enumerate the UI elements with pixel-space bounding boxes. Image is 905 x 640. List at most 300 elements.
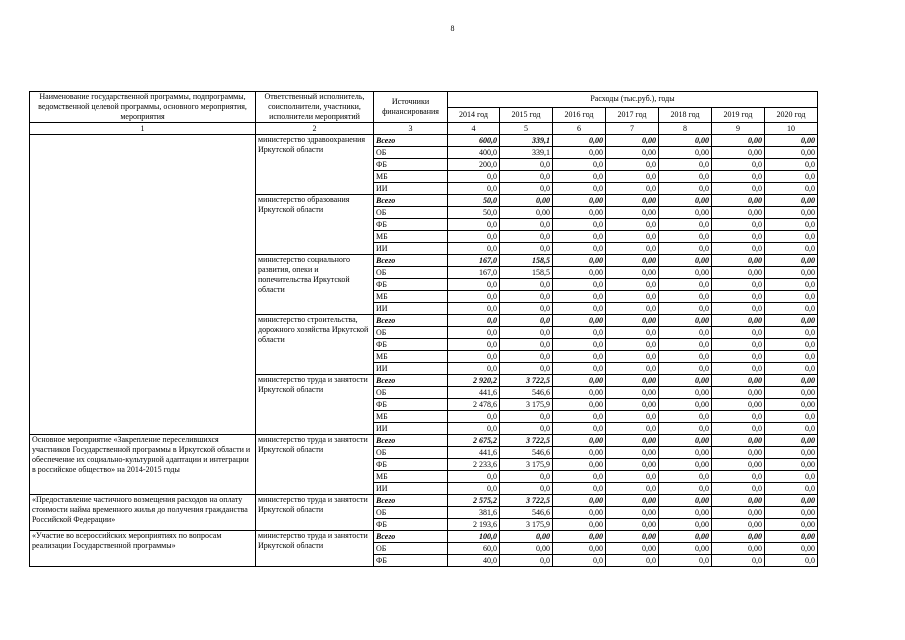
funding-source: ОБ [374,327,448,339]
expense-value: 0,0 [606,471,659,483]
expense-value: 0,0 [500,231,553,243]
expense-value: 0,0 [606,327,659,339]
funding-source: МБ [374,171,448,183]
expense-value: 0,0 [659,291,712,303]
expense-value: 0,0 [765,279,818,291]
expense-value: 0,0 [765,159,818,171]
expense-value: 0,00 [659,135,712,147]
executor-name: министерство социального развития, опеки и попечительства Иркутской области [256,255,374,315]
column-index: 7 [606,123,659,135]
expense-value: 3 722,5 [500,495,553,507]
column-index: 8 [659,123,712,135]
funding-source: Всего [374,195,448,207]
expense-value: 0,0 [712,339,765,351]
expense-value: 0,0 [500,339,553,351]
column-index: 3 [374,123,448,135]
expense-value: 50,0 [448,207,500,219]
expense-value: 0,00 [500,531,553,543]
expense-value: 0,00 [712,531,765,543]
expense-value: 2 675,2 [448,435,500,447]
executor-name: министерство труда и занятости Иркутской области [256,531,374,567]
expense-value: 0,0 [712,303,765,315]
measure-name: «Участие во всероссийских мероприятиях по вопросам реализации Государственной программы» [30,531,256,567]
expense-value: 0,00 [553,399,606,411]
expense-value: 0,0 [553,219,606,231]
funding-source: ФБ [374,555,448,567]
expense-value: 0,00 [659,147,712,159]
expense-value: 0,00 [712,315,765,327]
expense-value: 0,00 [606,147,659,159]
expense-value: 0,00 [712,375,765,387]
expense-value: 0,00 [765,267,818,279]
expense-value: 0,0 [500,471,553,483]
expense-value: 0,00 [765,135,818,147]
expense-value: 0,00 [765,255,818,267]
funding-source: ОБ [374,147,448,159]
expense-value: 0,00 [765,207,818,219]
funding-source: МБ [374,351,448,363]
expense-value: 0,00 [712,267,765,279]
expense-value: 0,00 [606,375,659,387]
funding-source: Всего [374,435,448,447]
column-index: 6 [553,123,606,135]
expense-value: 0,0 [606,159,659,171]
expense-value: 0,0 [659,363,712,375]
column-index: 2 [256,123,374,135]
expense-value: 0,00 [712,135,765,147]
expense-value: 0,0 [765,243,818,255]
column-index: 10 [765,123,818,135]
funding-source: ФБ [374,339,448,351]
expense-value: 0,0 [765,483,818,495]
expense-value: 0,0 [712,291,765,303]
expense-value: 441,6 [448,387,500,399]
column-index: 5 [500,123,553,135]
expense-value: 0,0 [659,159,712,171]
header-year: 2014 год [448,107,500,123]
table-row [30,531,818,543]
expense-value: 0,0 [606,339,659,351]
expense-value: 0,00 [606,255,659,267]
expense-value: 0,0 [553,279,606,291]
expense-value: 400,0 [448,147,500,159]
expense-value: 0,0 [765,291,818,303]
header-year: 2019 год [712,107,765,123]
expense-value: 0,0 [448,483,500,495]
expense-value: 0,00 [553,267,606,279]
funding-source: ИИ [374,483,448,495]
expense-value: 0,0 [765,183,818,195]
expense-value: 3 175,9 [500,519,553,531]
expense-value: 0,00 [765,147,818,159]
expense-value: 0,0 [712,327,765,339]
expense-value: 0,0 [606,183,659,195]
expense-value: 0,0 [500,411,553,423]
funding-source: ФБ [374,159,448,171]
funding-source: ОБ [374,447,448,459]
funding-source: ИИ [374,363,448,375]
expense-value: 167,0 [448,267,500,279]
expense-value: 0,00 [712,495,765,507]
expense-value: 0,00 [606,531,659,543]
expense-value: 0,0 [712,351,765,363]
expense-value: 0,0 [553,423,606,435]
expense-value: 0,0 [448,471,500,483]
expense-value: 100,0 [448,531,500,543]
expense-value: 0,00 [712,255,765,267]
page-number: 8 [450,24,455,33]
expense-value: 0,00 [553,459,606,471]
expense-value: 0,0 [448,339,500,351]
expense-value: 0,0 [500,315,553,327]
expense-value: 0,00 [765,447,818,459]
executor-name: министерство здравоохранения Иркутской области [256,135,374,195]
funding-source: Всего [374,531,448,543]
header-year: 2017 год [606,107,659,123]
expense-value: 0,00 [553,543,606,555]
expense-value: 600,0 [448,135,500,147]
expense-value: 0,0 [659,303,712,315]
expense-value: 0,0 [659,555,712,567]
expense-value: 0,0 [553,231,606,243]
column-index: 1 [30,123,256,135]
expense-value: 0,0 [448,423,500,435]
expense-value: 0,0 [500,171,553,183]
expense-value: 0,00 [553,207,606,219]
expense-value: 339,1 [500,135,553,147]
expense-value: 0,0 [606,303,659,315]
funding-source: ОБ [374,507,448,519]
funding-source: МБ [374,291,448,303]
expense-value: 0,0 [659,171,712,183]
expense-value: 0,0 [500,279,553,291]
executor-name: министерство образования Иркутской области [256,195,374,255]
expense-value: 0,0 [765,411,818,423]
expense-value: 0,0 [448,315,500,327]
expense-value: 0,0 [553,339,606,351]
funding-source: Всего [374,495,448,507]
expense-value: 0,0 [448,279,500,291]
expense-value: 0,00 [765,459,818,471]
funding-source: ФБ [374,519,448,531]
expense-value: 0,0 [712,423,765,435]
expense-value: 0,00 [553,495,606,507]
expense-value: 0,0 [712,279,765,291]
expense-value: 0,0 [765,171,818,183]
expense-value: 0,0 [553,183,606,195]
expense-value: 0,00 [765,435,818,447]
expense-value: 0,00 [712,459,765,471]
expense-value: 0,0 [659,327,712,339]
expense-value: 0,00 [553,387,606,399]
expense-value: 0,00 [553,315,606,327]
expense-value: 546,6 [500,387,553,399]
measure-name [30,135,256,435]
table-row [30,135,818,147]
funding-source: Всего [374,375,448,387]
expense-value: 546,6 [500,447,553,459]
expense-value: 0,00 [606,519,659,531]
expense-value: 0,00 [659,435,712,447]
expense-value: 0,00 [553,531,606,543]
table-row [30,435,818,447]
expense-value: 0,00 [712,399,765,411]
header-year: 2015 год [500,107,553,123]
expense-value: 0,00 [553,435,606,447]
expense-value: 0,0 [712,171,765,183]
expense-value: 0,0 [659,279,712,291]
expense-value: 0,0 [448,303,500,315]
measure-name: «Предоставление частичного возмещения расходов на оплату стоимости найма временного жилья до получения гражданства Российской Федерации» [30,495,256,531]
expense-value: 0,0 [448,243,500,255]
expense-value: 0,0 [712,159,765,171]
expense-value: 0,00 [606,435,659,447]
expense-value: 60,0 [448,543,500,555]
expense-value: 0,0 [712,471,765,483]
expense-value: 0,00 [606,387,659,399]
expense-value: 0,00 [765,195,818,207]
header-year: 2020 год [765,107,818,123]
expense-value: 0,0 [606,231,659,243]
funding-source: Всего [374,255,448,267]
expense-value: 0,0 [712,231,765,243]
expense-value: 0,0 [606,291,659,303]
expense-value: 0,00 [606,399,659,411]
expense-value: 0,00 [553,375,606,387]
expense-value: 0,00 [553,255,606,267]
expense-value: 0,00 [606,195,659,207]
expense-value: 0,00 [765,495,818,507]
expense-value: 2 233,6 [448,459,500,471]
funding-source: ФБ [374,399,448,411]
expense-value: 0,0 [553,243,606,255]
expense-value: 0,00 [659,495,712,507]
expense-value: 50,0 [448,195,500,207]
funding-source: ИИ [374,423,448,435]
expense-value: 0,00 [606,267,659,279]
expense-value: 546,6 [500,507,553,519]
expense-value: 0,00 [659,507,712,519]
expense-value: 0,0 [500,291,553,303]
expense-value: 0,00 [765,543,818,555]
expense-value: 0,0 [659,339,712,351]
expense-value: 0,0 [500,327,553,339]
expense-value: 0,0 [500,303,553,315]
funding-source: МБ [374,231,448,243]
executor-name: министерство строительства, дорожного хозяйства Иркутской области [256,315,374,375]
expense-value: 0,00 [606,447,659,459]
expense-value: 0,0 [553,291,606,303]
expense-value: 40,0 [448,555,500,567]
expense-value: 0,00 [500,195,553,207]
expense-value: 2 193,6 [448,519,500,531]
expense-value: 0,00 [765,315,818,327]
expense-value: 0,00 [712,435,765,447]
expense-value: 0,0 [765,363,818,375]
expense-value: 0,00 [765,519,818,531]
expense-value: 2 920,2 [448,375,500,387]
expense-value: 0,00 [659,447,712,459]
expense-value: 0,00 [606,459,659,471]
expense-value: 0,00 [659,519,712,531]
expense-value: 0,0 [500,483,553,495]
header-expenses: Расходы (тыс.руб.), годы [448,92,818,108]
funding-source: ИИ [374,243,448,255]
expense-value: 0,0 [765,423,818,435]
funding-source: ОБ [374,267,448,279]
expense-value: 0,00 [659,387,712,399]
expense-value: 0,00 [712,207,765,219]
expense-value: 0,00 [712,507,765,519]
expense-value: 0,00 [500,207,553,219]
expense-value: 0,00 [659,399,712,411]
expense-value: 0,0 [448,327,500,339]
header-name: Наименование государственной программы, подпрограммы, ведомственной целевой программы, основного мероприятия, мероприятия [30,92,256,123]
expense-value: 0,00 [659,375,712,387]
expense-value: 0,00 [659,531,712,543]
expense-value: 0,0 [765,303,818,315]
expense-value: 0,00 [606,495,659,507]
expense-value: 0,00 [765,531,818,543]
expense-value: 0,0 [712,483,765,495]
funding-source: ФБ [374,219,448,231]
executor-name: министерство труда и занятости Иркутской области [256,375,374,435]
expense-value: 0,0 [553,327,606,339]
expense-value: 0,0 [448,363,500,375]
funding-source: МБ [374,471,448,483]
expense-value: 0,0 [606,411,659,423]
expense-value: 0,00 [659,267,712,279]
funding-source: ФБ [374,279,448,291]
expense-value: 0,0 [553,411,606,423]
expense-value: 158,5 [500,255,553,267]
expense-value: 381,6 [448,507,500,519]
expense-value: 0,00 [659,207,712,219]
funding-source: ИИ [374,303,448,315]
expense-value: 339,1 [500,147,553,159]
expense-value: 0,0 [712,555,765,567]
expense-value: 0,00 [712,543,765,555]
expense-value: 0,00 [606,543,659,555]
expense-value: 3 175,9 [500,459,553,471]
expense-value: 0,0 [500,555,553,567]
expense-value: 0,0 [659,231,712,243]
expense-value: 0,0 [553,351,606,363]
expense-value: 2 478,6 [448,399,500,411]
expense-value: 0,0 [765,351,818,363]
expense-value: 0,0 [606,219,659,231]
expense-value: 0,0 [553,363,606,375]
expense-value: 0,00 [659,195,712,207]
expense-value: 0,0 [448,183,500,195]
expense-value: 0,0 [765,327,818,339]
expense-value: 0,0 [500,183,553,195]
expense-value: 0,0 [659,423,712,435]
expense-value: 0,0 [500,423,553,435]
expense-value: 0,00 [712,387,765,399]
expense-value: 3 722,5 [500,375,553,387]
expense-value: 0,0 [606,483,659,495]
expense-value: 0,0 [606,555,659,567]
expense-value: 0,00 [765,507,818,519]
expense-value: 0,00 [765,387,818,399]
expense-value: 0,0 [659,243,712,255]
column-index: 4 [448,123,500,135]
expense-value: 0,0 [659,483,712,495]
funding-source: Всего [374,315,448,327]
funding-source: ИИ [374,183,448,195]
expense-value: 0,0 [448,291,500,303]
expense-value: 200,0 [448,159,500,171]
expense-value: 0,00 [712,147,765,159]
expense-value: 0,00 [659,543,712,555]
expense-value: 158,5 [500,267,553,279]
expense-value: 0,0 [553,303,606,315]
header-year: 2018 год [659,107,712,123]
expense-value: 3 175,9 [500,399,553,411]
expense-value: 0,0 [500,219,553,231]
expense-value: 3 722,5 [500,435,553,447]
expense-value: 0,0 [553,483,606,495]
expense-value: 0,00 [553,147,606,159]
expense-value: 0,0 [659,183,712,195]
expense-value: 441,6 [448,447,500,459]
expense-value: 0,0 [659,219,712,231]
table-row [30,495,818,507]
expense-value: 0,0 [712,363,765,375]
expense-value: 0,0 [448,351,500,363]
header-source: Источники финансирования [374,92,448,123]
expense-value: 0,0 [606,351,659,363]
expense-value: 0,00 [765,375,818,387]
expense-value: 0,0 [448,219,500,231]
expense-value: 0,00 [606,135,659,147]
expense-value: 0,00 [606,507,659,519]
expense-value: 0,0 [448,171,500,183]
funding-source: ОБ [374,207,448,219]
expense-value: 0,0 [606,243,659,255]
expense-value: 0,0 [553,171,606,183]
expense-value: 0,00 [553,447,606,459]
expense-value: 0,0 [553,159,606,171]
expense-value: 0,0 [606,423,659,435]
funding-source: Всего [374,135,448,147]
expense-value: 0,0 [606,363,659,375]
expense-value: 0,00 [500,543,553,555]
funding-source: ОБ [374,387,448,399]
expense-value: 0,0 [500,363,553,375]
expense-value: 0,00 [553,195,606,207]
expense-value: 0,00 [553,519,606,531]
expense-value: 0,00 [553,507,606,519]
expense-value: 0,0 [500,351,553,363]
expense-value: 0,0 [659,351,712,363]
expense-value: 0,00 [712,519,765,531]
expense-value: 0,0 [765,219,818,231]
expense-value: 0,0 [448,231,500,243]
expense-value: 0,0 [659,411,712,423]
column-index: 9 [712,123,765,135]
expense-value: 0,00 [606,315,659,327]
expense-value: 0,0 [553,555,606,567]
expense-value: 0,0 [500,243,553,255]
expense-value: 0,00 [712,195,765,207]
expense-value: 0,0 [606,171,659,183]
expense-value: 0,0 [606,279,659,291]
funding-source: ОБ [374,543,448,555]
expense-value: 0,0 [712,411,765,423]
expense-value: 0,0 [712,219,765,231]
